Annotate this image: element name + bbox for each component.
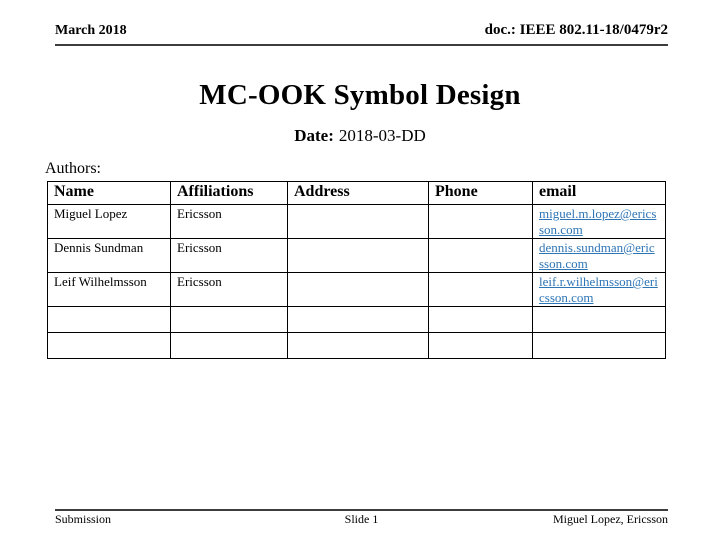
author-email-cell <box>533 205 666 239</box>
table-row <box>48 205 666 239</box>
author-name: Miguel Lopez <box>48 205 171 239</box>
empty-cell <box>288 307 429 333</box>
empty-cell <box>48 307 171 333</box>
email-link[interactable]: dennis.sundman@ericsson.com <box>539 240 655 271</box>
table-row <box>48 273 666 307</box>
author-name: Leif Wilhelmsson <box>48 273 171 307</box>
table-row-empty <box>48 333 666 359</box>
empty-cell <box>533 307 666 333</box>
authors-table <box>47 181 666 359</box>
column-header-phone: Phone <box>429 182 533 205</box>
author-affiliation: Ericsson <box>171 239 288 273</box>
header-date-text: March 2018 <box>55 23 127 38</box>
table-row-empty <box>48 307 666 333</box>
author-email-cell <box>533 273 666 307</box>
empty-cell <box>288 333 429 359</box>
email-link[interactable]: miguel.m.lopez@ericsson.com <box>539 206 657 237</box>
empty-cell <box>429 333 533 359</box>
empty-cell <box>533 333 666 359</box>
authors-label: Authors: <box>45 160 101 177</box>
slide-footer <box>55 512 668 528</box>
author-email-cell <box>533 239 666 273</box>
date-label: Date: <box>294 126 334 145</box>
slide-header <box>55 22 668 39</box>
column-header-email: email <box>533 182 666 205</box>
footer-divider <box>55 509 668 511</box>
author-address <box>288 205 429 239</box>
column-header-name: Name <box>48 182 171 205</box>
footer-submission-text: Submission <box>55 512 112 526</box>
footer-slide-number: Slide 1 <box>344 512 379 526</box>
author-affiliation: Ericsson <box>171 205 288 239</box>
empty-cell <box>48 333 171 359</box>
author-address <box>288 273 429 307</box>
empty-cell <box>171 333 288 359</box>
author-name: Dennis Sundman <box>48 239 171 273</box>
empty-cell <box>171 307 288 333</box>
author-address <box>288 239 429 273</box>
footer-author-text: Miguel Lopez, Ericsson <box>553 512 668 526</box>
author-phone <box>429 239 533 273</box>
author-phone <box>429 273 533 307</box>
author-affiliation: Ericsson <box>171 273 288 307</box>
email-link[interactable]: leif.r.wilhelmsson@ericsson.com <box>539 274 658 305</box>
date-value: 2018-03-DD <box>338 126 426 145</box>
author-phone <box>429 205 533 239</box>
column-header-address: Address <box>288 182 429 205</box>
table-row <box>48 239 666 273</box>
page-title: MC-OOK Symbol Design <box>199 79 521 111</box>
empty-cell <box>429 307 533 333</box>
header-doc-number: doc.: IEEE 802.11-18/0479r2 <box>484 22 668 38</box>
table-header-row <box>48 182 666 205</box>
header-divider <box>55 44 668 46</box>
column-header-affiliations: Affiliations <box>171 182 288 205</box>
date-line <box>0 126 720 146</box>
